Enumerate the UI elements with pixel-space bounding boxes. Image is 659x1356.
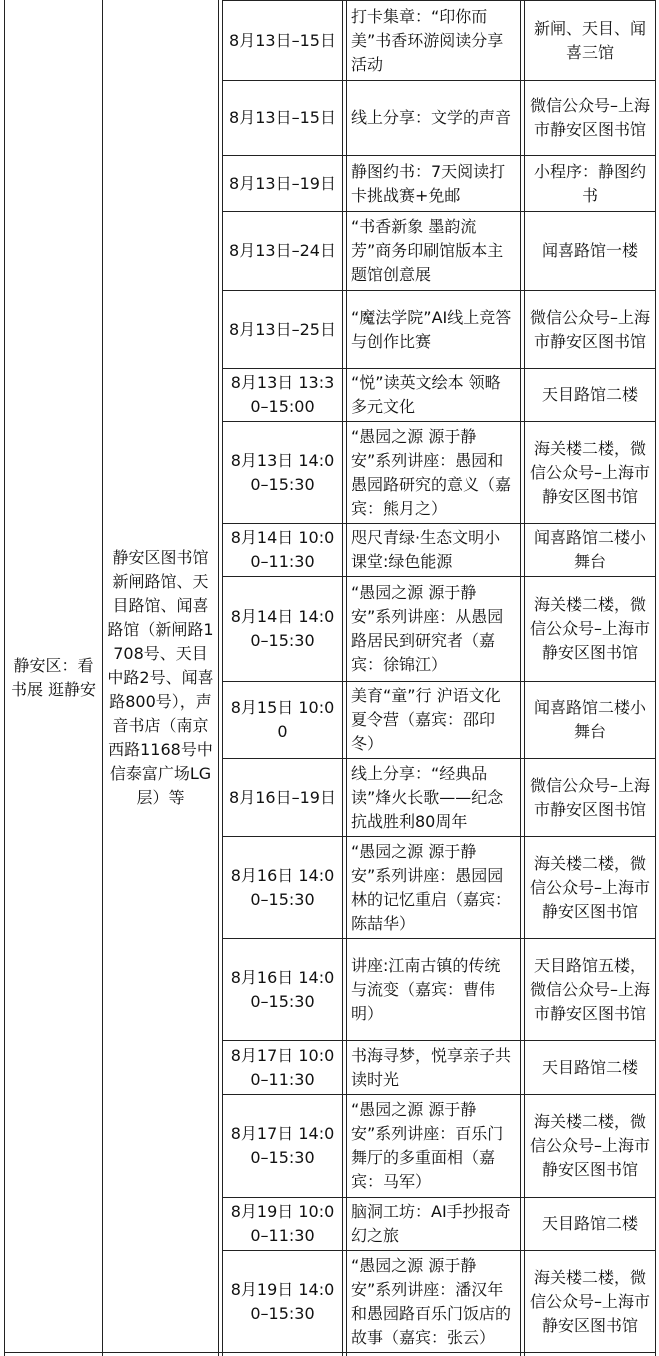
location-cell [525, 939, 655, 1040]
location-cell [525, 1198, 655, 1250]
date-cell [223, 291, 342, 368]
location-cell-text: 闻喜路馆一楼 [541, 241, 638, 260]
location-cell [525, 759, 655, 836]
activity-cell [347, 1041, 520, 1094]
table-divider [218, 0, 219, 1356]
activity-cell-text: “书香新象 墨韵流芳”商务印刷馆版本主题馆创意展 [351, 217, 504, 284]
date-cell-text: 8月16日–19日 [229, 787, 336, 807]
date-cell-text: 8月19日 14:00–15:30 [230, 1279, 335, 1323]
location-cell [525, 291, 655, 368]
activity-cell [347, 682, 520, 758]
date-cell [223, 759, 342, 836]
activity-cell-text: 线上分享：文学的声音 [351, 108, 512, 127]
location-cell-text: 海关楼二楼，微信公众号–上海市静安区图书馆 [529, 853, 650, 921]
date-cell [223, 837, 342, 938]
activity-cell [347, 81, 520, 155]
table-divider [342, 0, 343, 1356]
table-divider [520, 0, 521, 1356]
location-cell-text: 天目路馆二楼 [541, 385, 638, 404]
venue-cell [103, 0, 218, 1356]
location-cell [525, 1041, 655, 1094]
location-cell [525, 212, 655, 290]
activity-cell-text: “愚园之源 源于静安”系列讲座：潘汉年和愚园路百乐门饭店的故事（嘉宾：张云） [351, 1255, 512, 1347]
location-cell-text: 海关楼二楼，微信公众号–上海市静安区图书馆 [529, 438, 650, 506]
date-cell-text: 8月13日–24日 [229, 241, 336, 260]
activity-cell-text: 线上分享：“经典品读”烽火长歌——纪念抗战胜利80周年 [351, 763, 504, 831]
date-cell-text: 8月17日 14:00–15:30 [230, 1124, 335, 1167]
row-divider [4, 1352, 656, 1353]
date-cell-text: 8月16日 14:00–15:30 [230, 967, 335, 1011]
location-cell-text: 新闸、天目、闻喜三馆 [533, 18, 646, 62]
activity-cell-text: 美育“童”行 沪语文化夏令营（嘉宾：邵印冬） [351, 686, 501, 753]
activity-cell [347, 1095, 520, 1197]
activity-cell-text: “愚园之源 源于静安”系列讲座：百乐门舞厅的多重面相（嘉宾：马军） [351, 1100, 504, 1191]
date-cell-text: 8月14日 10:00–11:30 [230, 528, 335, 571]
location-cell [525, 422, 655, 523]
date-cell-text: 8月13日–15日 [229, 30, 336, 50]
activity-cell-text: 书海寻梦，悦享亲子共读时光 [351, 1045, 512, 1089]
activity-cell-text: “愚园之源 源于静安”系列讲座：愚园和愚园路研究的意义（嘉宾：熊月之） [351, 426, 512, 518]
table-border-right [655, 0, 656, 1356]
district-label: 静安区：看书展 逛静安 [10, 656, 97, 699]
location-cell [525, 81, 655, 155]
activity-cell [347, 212, 520, 290]
location-cell-text: 闻喜路馆二楼小舞台 [533, 528, 646, 571]
activity-cell-text: “悦”读英文绘本 领略多元文化 [351, 373, 501, 416]
activity-cell [347, 422, 520, 523]
date-cell-text: 8月19日 10:00–11:30 [230, 1202, 335, 1245]
date-cell-text: 8月17日 10:00–11:30 [230, 1045, 335, 1089]
location-cell-text: 小程序：静图约书 [533, 161, 646, 205]
location-cell-text: 天目路馆五楼，微信公众号–上海市静安区图书馆 [529, 955, 650, 1023]
activity-cell [347, 837, 520, 938]
location-cell-text: 微信公众号–上海市静安区图书馆 [529, 96, 650, 139]
location-cell-text: 微信公众号–上海市静安区图书馆 [529, 775, 650, 819]
date-cell [223, 939, 342, 1040]
location-cell-text: 天目路馆二楼 [541, 1214, 638, 1233]
date-cell [223, 1251, 342, 1352]
activity-cell [347, 524, 520, 576]
location-cell-text: 闻喜路馆二楼小舞台 [533, 698, 646, 741]
location-cell [525, 1251, 655, 1352]
date-cell [223, 81, 342, 155]
date-cell-text: 8月13日–15日 [229, 108, 336, 127]
location-cell [525, 1095, 655, 1197]
date-cell [223, 577, 342, 681]
location-cell [525, 156, 655, 211]
date-cell [223, 682, 342, 758]
location-cell-text: 微信公众号–上海市静安区图书馆 [529, 307, 650, 351]
date-cell [223, 156, 342, 211]
date-cell [223, 1198, 342, 1250]
location-cell-text: 海关楼二楼，微信公众号–上海市静安区图书馆 [529, 1267, 650, 1335]
activity-cell-text: 脑洞工坊：AI手抄报奇幻之旅 [351, 1202, 511, 1245]
location-cell-text: 天目路馆二楼 [541, 1057, 638, 1077]
date-cell [223, 1, 342, 80]
activity-cell-text: 静图约书：7天阅读打卡挑战赛+免邮 [351, 161, 506, 205]
activity-cell [347, 577, 520, 681]
date-cell [223, 212, 342, 290]
activity-cell-text: 咫尺青绿·生态文明小课堂:绿色能源 [351, 528, 501, 571]
date-cell-text: 8月13日 13:30–15:00 [230, 373, 335, 416]
activity-cell-text: “愚园之源 源于静安”系列讲座：愚园园林的记忆重启（嘉宾：陈喆华） [351, 841, 512, 933]
activity-cell-text: “魔法学院”AI线上竞答与创作比赛 [351, 307, 512, 351]
location-cell [525, 577, 655, 681]
activity-cell [347, 939, 520, 1040]
activity-cell [347, 1, 520, 80]
date-cell [223, 369, 342, 421]
location-cell-text: 海关楼二楼，微信公众号–上海市静安区图书馆 [529, 595, 650, 662]
activity-cell-text: 讲座:江南古镇的传统与流变（嘉宾：曹伟明） [351, 955, 501, 1023]
activity-cell [347, 156, 520, 211]
date-cell [223, 422, 342, 523]
location-cell [525, 1, 655, 80]
date-cell [223, 1041, 342, 1094]
location-cell [525, 837, 655, 938]
location-cell-text: 海关楼二楼，微信公众号–上海市静安区图书馆 [529, 1112, 650, 1179]
date-cell-text: 8月13日–25日 [229, 319, 336, 339]
date-cell [223, 1095, 342, 1197]
activity-cell [347, 369, 520, 421]
date-cell [223, 524, 342, 576]
date-cell-text: 8月16日 14:00–15:30 [230, 865, 335, 909]
location-cell [525, 369, 655, 421]
venue-label: 静安区图书馆新闸路馆、天目路馆、闻喜路馆（新闸路1708号、天目中路2号、闻喜路800号），声音书店（南京西路1168号中信泰富广场LG层）等 [107, 548, 214, 807]
activity-cell [347, 1198, 520, 1250]
date-cell-text: 8月14日 14:00–15:30 [230, 607, 335, 650]
activity-cell-text: 打卡集章：“印你而美”书香环游阅读分享活动 [351, 6, 504, 74]
date-cell-text: 8月13日–19日 [229, 173, 336, 193]
activity-cell [347, 1251, 520, 1352]
date-cell-text: 8月13日 14:00–15:30 [230, 450, 335, 494]
location-cell [525, 524, 655, 576]
activity-cell [347, 759, 520, 836]
district-cell [5, 0, 102, 1356]
activity-cell-text: “愚园之源 源于静安”系列讲座：从愚园路居民到研究者（嘉宾：徐锦江） [351, 583, 504, 674]
location-cell [525, 682, 655, 758]
date-cell-text: 8月15日 10:00 [230, 698, 335, 741]
activity-cell [347, 291, 520, 368]
